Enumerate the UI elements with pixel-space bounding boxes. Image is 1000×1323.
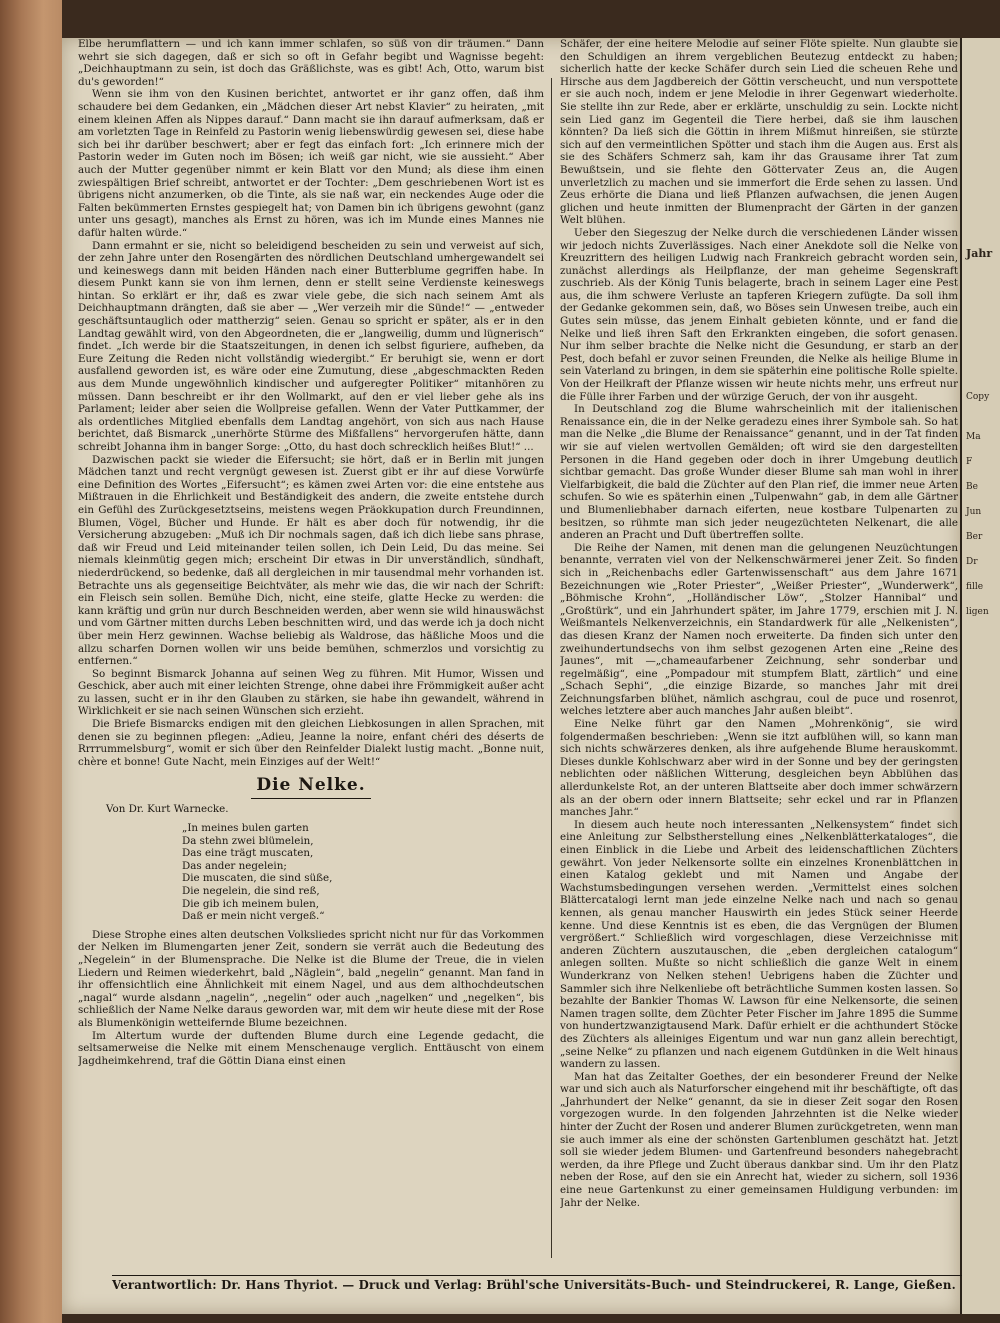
poem-line: „In meines bulen garten <box>182 822 309 835</box>
poem-line: Daß er mein nicht vergeß.“ <box>182 910 325 923</box>
paragraph: Dazwischen packt sie wieder die Eifersucht; sie hört, daß er in Berlin mit jungen Mädchen tanzt und recht vergnügt gewesen ist. Zuerst gibt er ihr auf diese Vorwürfe eine Definition des Wortes „Eifersucht“; es kämen zwei Arten vor: die eine entstehe aus Mißtrauen in die Ehrlichkeit und Beständigkeit des andern, die zweite entstehe durch ein Gefühl des Zurückgesetztseins, meistens wegen Präokkupation durch Freundinnen, Blumen, Vögel, Bücher und Hunde. Er hält es aber doch für notwendig, ihr die Versicherung abzugeben: „Muß ich Dir nochmals sagen, daß ich dich liebe sans phrase, daß wir Freud und Leid miteinander teilen sollen, ich Dein Leid, Du das meine. Sei niemals kleinmütig gegen mich; erscheint Dir etwas in Dir unverständlich, sündhaft, niederdrückend, so bedenke, daß all dergleichen in mir tausendmal mehr vorhanden ist. Betrachte uns als gegenseitige Beichtväter, als mehr wie das, die wir nach der Schrift: ein Fleisch sein sollen. Bemühe Dich, nicht, eine steife, glatte Hecke zu werden: die kann kräftig und grün nur durch Beschneiden werden, aber wenn sie wild hinauswächst und vom Gärtner mitten durchs Leben beschnitten wird, und das werde ich ja doch nicht über mein Herz gewinnen. Wachse beliebig als Waldrose, das häßliche Moos und die allzu scharfen Dornen wollen wir uns beide bemühen, schmerzlos und vorsichtig zu entfernen.“ <box>78 453 544 668</box>
next-page-fragment: Be <box>966 482 978 492</box>
paragraph: In diesem auch heute noch interessanten „Nelkensystem“ findet sich eine Anleitung zur Selbstherstellung eines „Nelkenblätterkataloges“, die einen Einblick in die Liebe und Arbeit des leidenschaftlichen Züchters gewährt. Von jeder Nelkensorte sollte ein einzelnes Kronenblättchen in einen Katalog geklebt und mit Namen und Angabe der Wachstumsbedingungen versehen werden. „Vermittelst eines solchen Blättercatalogi lernt man jede einzelne Nelke nach und nach so genau kennen, als genau mancher Hauswirth ein jedes Stück seiner Heerde kenne. Und diese Kenntnis ist es eben, die das Vergnügen der Blumen vergrößert.“ Schließlich wird vorgeschlagen, diese Verzeichnisse mit anderen Züchtern auszutauschen, die „eben dergleichen catalogum“ anlegen sollten. Mußte so nicht schließlich die ganze Welt in einem Wunderkranz von Nelken stehen! Uebrigens haben die Züchter und Sammler sich ihre Nelkenliebe oft beträchtliche Summen kosten lassen. So bezahlte der Bankier Thomas W. Lawson für eine Nelkensorte, die seinen Namen tragen sollte, dem Züchter Peter Fischer im Jahre 1895 die Summe von hundertzwanzigtausend Mark. Dafür erhielt er die achthundert Stöcke des Züchters als alleiniges Eigentum und war nun ganz allein berechtigt, „seine Nelke“ zu pflanzen und nach eigenem Gutdünken in die Welt hinaus wandern zu lassen. <box>560 818 958 1071</box>
paragraph: Dann ermahnt er sie, nicht so beleidigend bescheiden zu sein und verweist auf sich, der zehn Jahre unter den Rosengärten des nördlichen Deutschland umhergewandelt sei und keineswegs dann mit beiden Händen nach einer Butterblume gegriffen habe. In diesem Punkt kann sie von ihm lernen, denn er stellt seine Verdienste keineswegs hintan. So erklärt er ihr, daß es zwar viele gebe, die sich nach seinem Amt als Deichhauptmann drängten, daß sie aber — „Wer verzeih mir die Sünde!“ — „entweder geschäftsuntauglich oder mattherzig“ seien. Genau so spricht er später, als er in den Landtag gewählt wird, von den Abgeordneten, die er „langweilig, dumm und lügnerisch“ findet. „Ich werde bir die Staatszeitungen, in denen ich selbst figuriere, aufheben, da Eure Zeitung die Reden nicht vollständig wiedergibt.“ Er beruhigt sie, wenn er dort ausfallend geworden ist, es wäre oder eine Zumutung, diese „abgeschmackten Reden aus dem Munde ungewöhnlich kindischer und aufgeregter Politiker“ mitanhören zu müssen. Dann beschreibt er ihr den Wollmarkt, auf den er viel lieber gehe als ins Parlament; leider aber seien die Wollpreise gefallen. Wenn der Vater Puttkammer, der als ordentliches Mitglied ebenfalls dem Landtag angehört, von sich aus nach Hause berichtet, daß Bismarck „unerhörte Stürme des Mißfallens“ hervorgerufen hätte, dann schreibt Johanna ihm in banger Sorge: „Otto, du hast doch schrecklich heißes Blut!“ ... <box>78 239 544 453</box>
next-page-fragment: F <box>966 457 973 467</box>
book-binding <box>0 0 62 1323</box>
poem-line: Das eine trägt muscaten, <box>182 847 314 860</box>
poem-line: Die muscaten, die sind süße, <box>182 872 333 885</box>
next-page-fragment: Ber <box>966 532 983 542</box>
poem <box>182 822 544 923</box>
article-title: Die Nelke. <box>256 775 366 796</box>
paragraph: Im Altertum wurde der duftenden Blume durch eine Legende gedacht, die seltsamerweise die Nelke mit einem Menschenauge verglich. Enttäuscht von einem Jagdheimkehrend, traf die Göttin Diana einst einen <box>78 1029 544 1067</box>
paragraph: Eine Nelke führt gar den Namen „Mohrenkönig“, sie wird folgendermaßen beschrieben: „Wenn sie itzt aufblühen will, so kann man sich nichts schwärzeres denken, als ihre aufgehende Blume herauskommt. Dieses dunkle Kohlschwarz aber wird in der Sonne und bey der geringsten neblichten oder näßlichen Witterung, desgleichen beyn Abblühen das allerdunkelste Rot, an der unteren Blattseite aber doch immer schwärzern als an der obern oder innern Blattseite; sehr eckel und rar in Pflanzen manches Jahr.“ <box>560 718 958 819</box>
left-column <box>78 38 544 1270</box>
title-rule <box>251 798 371 799</box>
paragraph: So beginnt Bismarck Johanna auf seinen Weg zu führen. Mit Humor, Wissen und Geschick, aber auch mit einer leichten Strenge, ohne dabei ihre Frömmigkeit außer acht zu lassen, sucht er in ihr den Glauben zu stärken, sie habe ihn gewandelt, während in Wirklichkeit er sie nach seinen Wünschen sich erzieht. <box>78 667 544 718</box>
next-page-fragment: Dr <box>966 557 978 567</box>
next-page-fragment: fille <box>966 582 984 592</box>
next-page-fragment: Jahr <box>966 247 993 260</box>
poem-line: Da stehn zwei blümelein, <box>182 834 314 847</box>
paragraph: Die Reihe der Namen, mit denen man die gelungenen Neuzüchtungen benannte, verraten viel von der Nelkenschwärmerei jener Zeit. So finden sich in „Reichenbachs edler Gartenwissenschaft“ aus dem Jahre 1671 Bezeichnungen wie „Roter Priester“, „Weißer Priester“, „Wunderwerk“, „Böhmische Krohn“, „Holländischer Löw“, „Stolzer Hannibal“ und „Großtürk“, und ein Jahrhundert später, im Jahre 1779, erschien mit J. N. Weißmantels Nelkenverzeichnis, ein Standardwerk für alle „Nelkenisten“, das diesen Kranz der Namen noch erweiterte. Da finden sich unter den zweihundertundsechs von ihm selbst gezogenen Arten eine „Reine des Jaunes“, mit —„chameaufarbener Zeichnung, sehr sonderbar und regelmäßig“, eine „Pompadour mit stumpfem Blatt, zärtlich“ und eine „Schach Sephi“, „die einzige Bizarde, so manches Jahr mit drei Zeichnungsfarben blühet, nämlich aschgrau, coul de puce und rosenrot, welches letztere aber auch manches Jahr außen bleibt“. <box>560 541 958 718</box>
paragraph: In Deutschland zog die Blume wahrscheinlich mit der italienischen Renaissance ein, die in der Nelke geradezu eines ihrer Symbole sah. So hat man die Nelke „die Blume der Renaissance“ genannt, und in der Tat finden wir sie auf vielen wertvollen Gemälden; oft wird sie den dargestellten Personen in die Hand gegeben oder doch in ihrer Umgebung deutlich sichtbar gemacht. Das große Wunder dieser Blume sah man wohl in ihrer Vielfarbigkeit, die bald die Züchter auf den Plan rief, die immer neue Arten schufen. So wie es späterhin einen „Tulpenwahn“ gab, in dem alle Gärtner und Blumenliebhaber darnach eiferten, neue kostbare Tulpenarten zu besitzen, so rühmte man sich jeder neugezüchteten Nelkenart, die alle anderen an Pracht und Duft übertreffen sollte. <box>560 403 958 542</box>
poem-line: Die gib ich meinem bulen, <box>182 897 320 910</box>
poem-line: Die negelein, die sind reß, <box>182 885 320 897</box>
paragraph: Die Briefe Bismarcks endigen mit den gleichen Liebkosungen in allen Sprachen, mit denen sie zu beginnen pflegen: „Adieu, Jeanne la noire, enfant chéri des déserts de Rrrrummelsburg“, womit er sich über den Reinfelder Dialekt lustig macht. „Bonne nuit, chère et bonne! Gute Nacht, mein Einziges auf der Welt!“ <box>78 718 544 768</box>
paragraph: Wenn sie ihm von den Kusinen berichtet, antwortet er ihr ganz offen, daß ihm schaudere bei dem Gedanken, ein „Mädchen dieser Art nebst Klavier“ zu heiraten, „mit einem kleinen Affen als Nippes darauf.“ Dann macht sie ihn darauf aufmerksam, daß er am vorletzten Tage in Reinfeld zu Pastorin wenig liebenswürdig gewesen sei, diese habe sich bei ihr darüber beschwert; aber er fegt das einfach fort: „Ich erinnere mich der Pastorin weder im Guten noch im Bösen; ich weiß gar nicht, wie sie aussieht.“ Aber auch der Mutter gegenüber nimmt er kein Blatt vor den Mund; als diese ihm einen zwiespältigen Brief schreibt, antwortet er der Tochter: „Dem geschriebenen Wort ist es übrigens nicht anzumerken, ob die Tinte, als sie naß war, ein neckendes Auge oder die Falten bekümmerten Ernstes gespiegelt hat; von Damen bin ich übrigens gewohnt (ganz unter uns gesagt), manches als Ernst zu hören, was ich im Munde eines Mannes nie dafür halten würde.“ <box>78 88 544 239</box>
next-page-fragment: ligen <box>966 607 989 617</box>
byline: Von Dr. Kurt Warnecke. <box>106 803 229 816</box>
paragraph: Elbe herumflattern — und ich kann immer schlafen, so süß von dir träumen.“ Dann wehrt sie sich dagegen, daß er sich so oft in Gefahr begibt und Wagnisse begeht: „Deichhauptmann zu sein, ist doch das Gräßlichste, was es gibt! Ach, Otto, warum bist du's geworden!“ <box>78 38 544 88</box>
paragraph: Schäfer, der eine heitere Melodie auf seiner Flöte spielte. Nun glaubte sie den Schuldigen an ihrem vergeblichen Beutezug entdeckt zu haben; sicherlich hatte der kecke Schäfer durch sein Lied die scheuen Rehe und Hirsche aus dem Jagdbereich der Göttin verscheucht, und nun verspottete er sie auch noch, indem er jene Melodie in ihrer Gegenwart wiederholte. Sie stellte ihn zur Rede, aber er erklärte, unschuldig zu sein. Lockte nicht sein Lied ganz im Gegenteil die Tiere herbei, daß sie ihm lauschen könnten? Da ließ sich die Göttin in ihrem Mißmut hinreißen, sie stürzte sich auf den vermeintlichen Spötter und stach ihm die Augen aus. Erst als sie des Schäfers Schmerz sah, kam ihr das Grausame ihrer Tat zum Bewußtsein, und sie flehte den Göttervater Zeus an, die Augen unverletzlich zu machen und sie immerfort die Erde sehen zu lassen. Und Zeus erhörte die Diana und ließ Pflanzen aufwachsen, die jenen Augen glichen und heute inmitten der Blumenpracht der Gärten in der ganzen Welt blühen. <box>560 38 958 227</box>
next-page-fragment: Jun <box>966 507 982 517</box>
next-page-fragment: Copy <box>966 392 990 402</box>
imprint-footer: Verantwortlich: Dr. Hans Thyriot. — Druck und Verlag: Brühl'sche Universitäts-Buch- und Steindruckerei, R. Lange, Gießen. <box>112 1278 956 1292</box>
next-page-fragment: Ma <box>966 432 981 442</box>
paragraph: Diese Strophe eines alten deutschen Volksliedes spricht nicht nur für das Vorkommen der Nelken im Blumengarten jener Zeit, sondern sie verrät auch die Bedeutung des „Negelein“ in der Blumensprache. Die Nelke ist die Blume der Treue, die in vielen Liedern und Reimen wiederkehrt, bald „Näglein“, bald „negelin“ genannt. Man fand in ihr offensichtlich eine Ähnlichkeit mit einem Nagel, und aus dem althochdeutschen „nagal“ wurde alsdann „nagelin“, „negelin“ oder auch „nagelken“ und „negelken“, bis schließlich der Name Nelke daraus geworden war, mit dem wir heute diese mit der Rose als Blumenkönigin wetteifernde Blume bezeichnen. <box>78 928 544 1029</box>
paragraph: Man hat das Zeitalter Goethes, der ein besonderer Freund der Nelke war und sich auch als Naturforscher eingehend mit ihr beschäftigte, oft das „Jahrhundert der Nelke“ genannt, da sie in dieser Zeit sogar den Rosen vorgezogen wurde. In den folgenden Jahrzehnten ist die Nelke wieder hinter der Zucht der Rosen und anderer Blumen zurückgetreten, wenn man sie auch immer als eine der schönsten Gartenblumen geschätzt hat. Jetzt soll sie wieder jedem Blumen- und Gartenfreund besonders nahegebracht werden, da ihre Pflege und Zucht überaus dankbar sind. Um ihr den Platz neben der Rose, auf den sie ein Anrecht hat, wieder zu sichern, soll 1936 eine neue Gartenkunst zu einer gemeinsamen Huldigung verbunden: im Jahr der Nelke. <box>560 1070 958 1209</box>
poem-line: Das ander negelein; <box>182 859 287 872</box>
footer-rule <box>112 1275 962 1276</box>
column-divider <box>551 78 552 1258</box>
adjacent-page-edge <box>960 38 1000 1314</box>
paragraph: Ueber den Siegeszug der Nelke durch die verschiedenen Länder wissen wir jedoch nichts Zuverlässiges. Nach einer Anekdote soll die Nelke von Kreuzrittern des heiligen Ludwig nach Frankreich gebracht worden sein, zunächst allerdings als Heilpflanze, der man geheime Segenskraft zuschrieb. Als der König Tunis belagerte, brach in seinem Lager eine Pest aus, die ihm schwere Verluste an tapferen Kriegern zufügte. Da soll ihm der Gedanke gekommen sein, daß, wo Böses sein Unwesen treibe, auch ein Gutes sein müsse, das jenem Einhalt gebieten könnte, und er fand die Nelke und ließ ihren Saft den Erkrankten eingeben, die sofort genasen. Nur ihm selber brachte die Nelke nicht die Gesundung, er starb an der Pest, doch befahl er zuvor seinen Freunden, die Nelke als heilige Blume in sein Vaterland zu bringen, in dem sie späterhin eine politische Rolle spielte. Von der Heilkraft der Pflanze wissen wir heute nichts mehr, uns erfreut nur die Fülle ihrer Farben und der würzige Geruch, der von ihr ausgeht. <box>560 226 958 403</box>
right-column <box>560 38 958 1270</box>
